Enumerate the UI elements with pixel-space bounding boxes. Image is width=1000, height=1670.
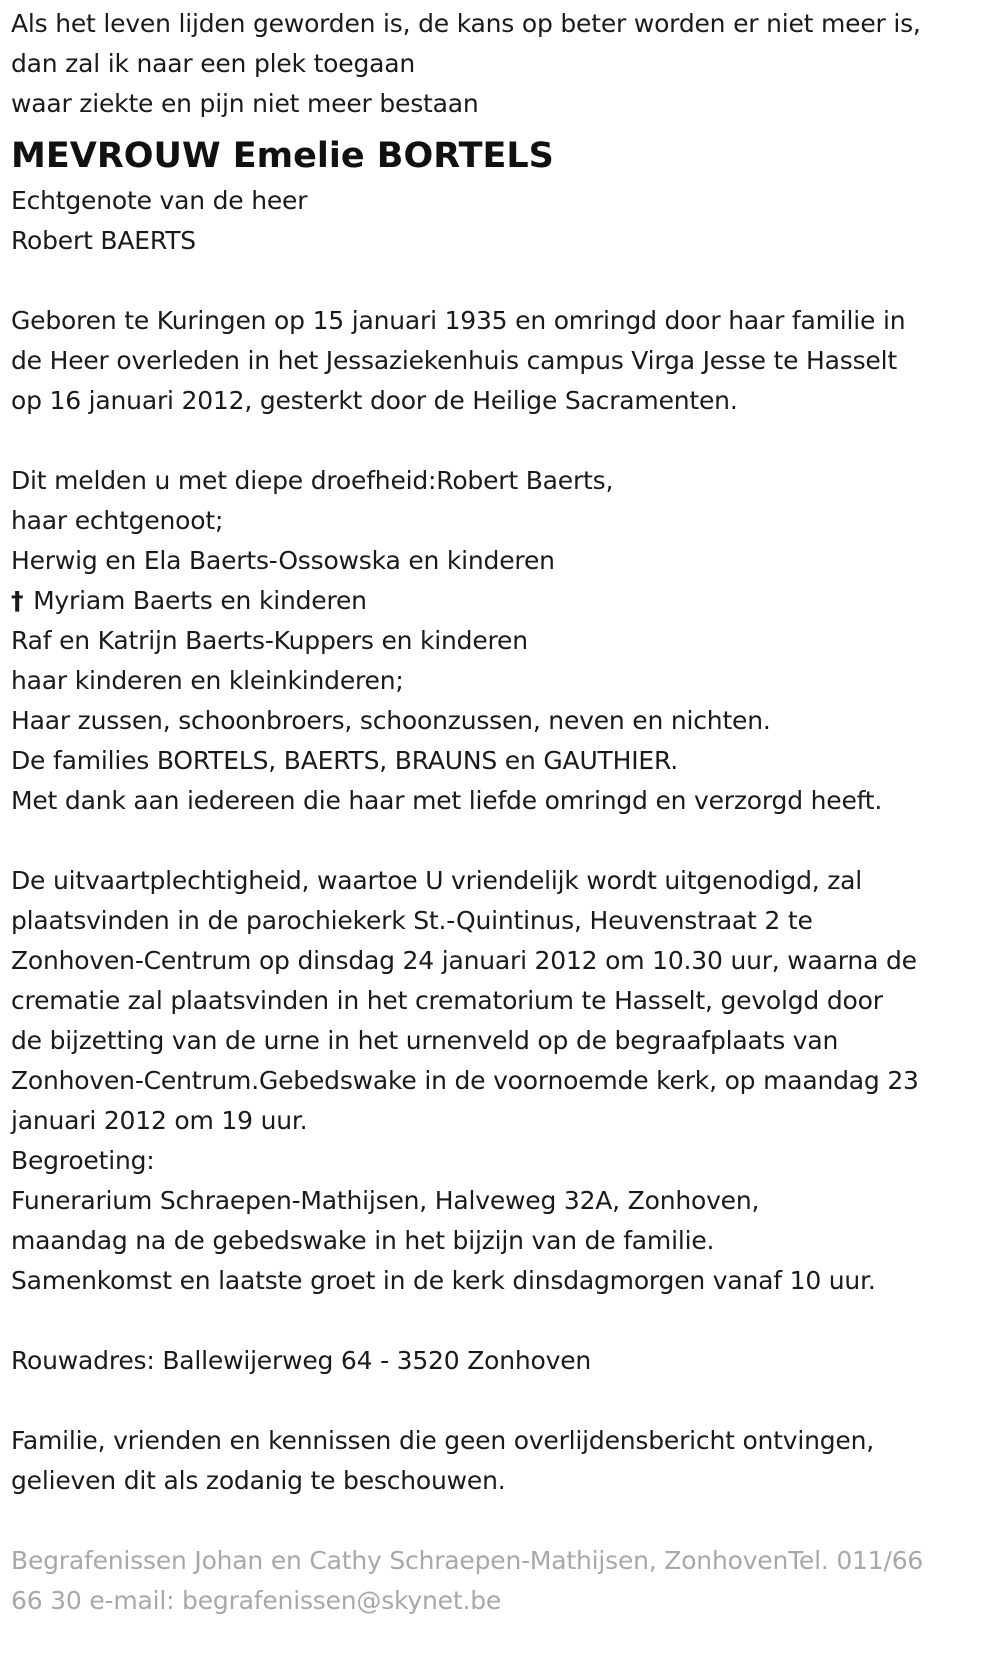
ceremony-line: maandag na de gebedswake in het bijzijn van de familie. xyxy=(11,1226,715,1255)
spacer xyxy=(11,261,1000,301)
spacer xyxy=(11,821,1000,861)
mourner-line: Raf en Katrijn Baerts-Kuppers en kinderen xyxy=(11,626,528,655)
ceremony-line: Samenkomst en laatste groet in de kerk dinsdagmorgen vanaf 10 uur. xyxy=(11,1266,876,1295)
mourner-line: haar kinderen en kleinkinderen; xyxy=(11,666,404,695)
ceremony-line: Zonhoven-Centrum op dinsdag 24 januari 2012 om 10.30 uur, waarna de xyxy=(11,946,917,975)
ceremony-line: Zonhoven-Centrum.Gebedswake in de voornoemde kerk, op maandag 23 xyxy=(11,1066,919,1095)
ceremony-line: De uitvaartplechtigheid, waartoe U vriendelijk wordt uitgenodigd, zal xyxy=(11,866,863,895)
poem-line: dan zal ik naar een plek toegaan xyxy=(11,49,416,78)
ceremony-line: Begroeting: xyxy=(11,1146,155,1175)
ceremony-line: januari 2012 om 19 uur. xyxy=(11,1106,308,1135)
spacer xyxy=(11,1381,1000,1421)
mourner-line: Met dank aan iedereen die haar met liefde omringd en verzorgd heeft. xyxy=(11,786,883,815)
spouse-line: Robert BAERTS xyxy=(11,226,196,255)
spacer xyxy=(11,1301,1000,1341)
poem-line: Als het leven lijden geworden is, de kans op beter worden er niet meer is, xyxy=(11,9,921,38)
notice-line: Familie, vrienden en kennissen die geen overlijdensbericht ontvingen, xyxy=(11,1426,875,1455)
poem-line: waar ziekte en pijn niet meer bestaan xyxy=(11,89,479,118)
funeral-home-footer xyxy=(11,1541,1000,1621)
spouse-info xyxy=(11,181,1000,261)
spacer xyxy=(11,1501,1000,1541)
footer-line: 66 30 e-mail: begrafenissen@skynet.be xyxy=(11,1586,502,1615)
birth-death-line: Geboren te Kuringen op 15 januari 1935 en omringd door haar familie in xyxy=(11,306,906,335)
mourners-list xyxy=(11,461,1000,821)
spacer xyxy=(11,421,1000,461)
notice xyxy=(11,1421,1000,1501)
mourner-name: Myriam Baerts en kinderen xyxy=(33,586,367,615)
notice-line: gelieven dit als zodanig te beschouwen. xyxy=(11,1466,506,1495)
mourning-address: Rouwadres: Ballewijerweg 64 - 3520 Zonhoven xyxy=(11,1346,592,1375)
mourner-line: Haar zussen, schoonbroers, schoonzussen, neven en nichten. xyxy=(11,706,771,735)
birth-death-line: de Heer overleden in het Jessaziekenhuis campus Virga Jesse te Hasselt xyxy=(11,346,897,375)
mourner-line: Herwig en Ela Baerts-Ossowska en kinderen xyxy=(11,546,555,575)
spouse-line: Echtgenote van de heer xyxy=(11,186,308,215)
ceremony-info xyxy=(11,861,1000,1301)
cross-icon: † xyxy=(11,586,24,615)
ceremony-line: crematie zal plaatsvinden in het crematorium te Hasselt, gevolgd door xyxy=(11,986,883,1015)
deceased-name: MEVROUW Emelie BORTELS xyxy=(11,136,554,176)
birth-death-info xyxy=(11,301,1000,421)
footer-line: Begrafenissen Johan en Cathy Schraepen-Mathijsen, ZonhovenTel. 011/66 xyxy=(11,1546,924,1575)
poem xyxy=(11,4,1000,124)
mourner-line: Dit melden u met diepe droefheid:Robert Baerts, xyxy=(11,466,614,495)
ceremony-line: de bijzetting van de urne in het urnenveld op de begraafplaats van xyxy=(11,1026,839,1055)
ceremony-line: plaatsvinden in de parochiekerk St.-Quintinus, Heuvenstraat 2 te xyxy=(11,906,813,935)
mourner-line: De families BORTELS, BAERTS, BRAUNS en GAUTHIER. xyxy=(11,746,679,775)
ceremony-line: Funerarium Schraepen-Mathijsen, Halveweg 32A, Zonhoven, xyxy=(11,1186,760,1215)
mourner-line: haar echtgenoot; xyxy=(11,506,224,535)
birth-death-line: op 16 januari 2012, gesterkt door de Heilige Sacramenten. xyxy=(11,386,738,415)
mourner-line-deceased xyxy=(11,581,1000,621)
